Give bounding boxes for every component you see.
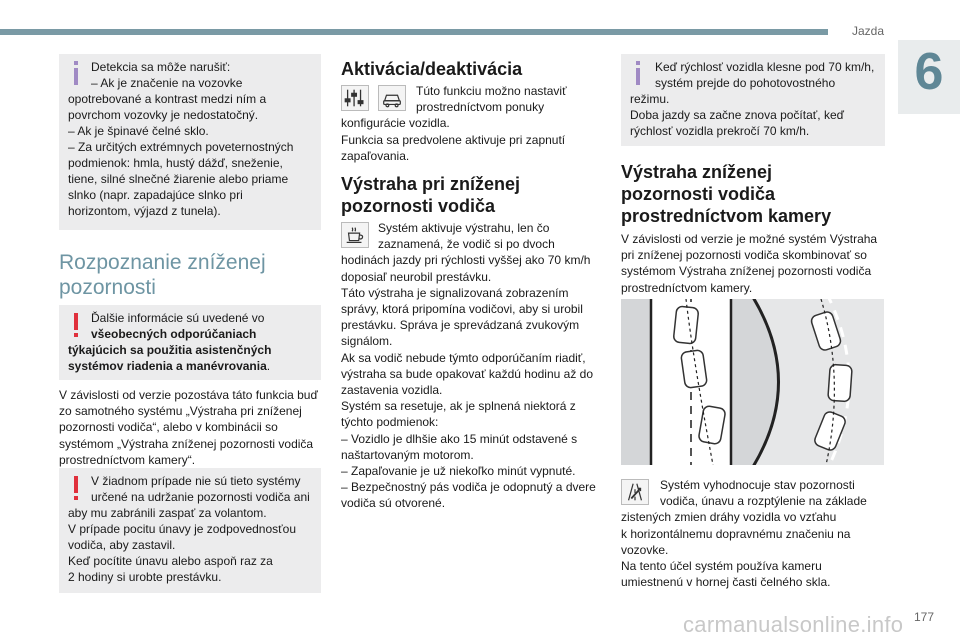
body-line: V závislosti od verzie pozostáva táto funkcia buď [59,388,318,402]
chapter-tab [898,40,960,114]
body-line: systémom „Výstraha zníženej pozornosti vodiča [59,436,314,451]
activation-line: prostredníctvom ponuky [416,100,545,115]
camera-intro-paragraph [621,231,877,296]
body-line: prostredníctvom kamery. [621,280,753,295]
info-line: – Ak je špinavé čelné sklo. [68,124,209,138]
alert-line: vodiča sú otvorené. [341,496,446,511]
warning-box-info [59,305,321,380]
page-number: 177 [914,610,935,624]
info-icon [633,61,643,85]
alert-line: výstraha sa bude opakovať každú hodinu až do [341,366,594,381]
camera-line: k horizontálnemu dopravnému značeniu na [621,526,851,541]
alert-line: prestávku. Správa je sprevádzaná zvukovým [341,318,580,333]
warning-line: Ďalšie informácie sú uvedené vo [91,311,265,325]
watermark: carmanualsonline.info [683,612,904,637]
header-accent-bar [0,29,828,35]
camera-paragraph [621,477,867,590]
body-line: pri zníženej pozornosti vodiča skombinovať so [621,248,867,263]
heading-driver-alert [341,173,520,217]
activation-paragraph [341,83,567,164]
info-box-speed [621,54,885,146]
info-line: horizontom, výjazd z tunela). [68,204,221,218]
warning-line-bold: systémov riadenia a manévrovania [68,359,267,373]
info-line: tiene, silné slnečné žiarenie alebo priame [68,172,289,186]
warning-line: aby mu zabránili zaspať za volantom. [68,506,267,520]
alert-paragraph [341,220,596,512]
camera-line: Na tento účel systém používa kameru [621,559,822,574]
alert-line: týchto podmienok: [341,415,439,430]
heading-line: Výstraha zníženej [621,162,773,182]
info-line: systém prejde do pohotovostného [655,76,836,90]
chapter-number: 6 [914,43,944,101]
warning-line: všeobecných odporúčaniach [91,327,257,341]
alert-line: – Bezpečnostný pás vodiča je odopnutý a dvere [341,480,596,495]
heading-line: prostredníctvom kamery [621,206,832,226]
warning-line: vodiča, aby zastavil. [68,538,176,552]
activation-line: Túto funkciu možno nastaviť [416,84,567,98]
camera-line: vozovke. [621,542,669,557]
alert-line: Táto výstraha je signalizovaná zobrazením [341,285,569,300]
info-line: Keď rýchlosť vozidla klesne pod 70 km/h, [655,60,875,74]
heading-line: pozornosti vodiča [621,184,776,204]
camera-line: Systém vyhodnocuje stav pozornosti [660,478,855,492]
body-line: systémom Výstraha zníženej pozornosti vodiča [621,264,872,279]
alert-line: signálom. [341,334,393,349]
heading-line: Rozpoznanie zníženej [59,251,266,274]
warning-box-fatigue [59,468,321,593]
warning-line: týkajúcich sa použitia asistenčných [68,343,272,357]
activation-line: konfigurácie vozidla. [341,116,450,131]
info-icon [71,61,81,85]
activation-line: zapaľovania. [341,148,410,163]
warning-line: 2 hodiny si urobte prestávku. [68,570,222,584]
body-paragraph [59,387,318,468]
info-line: opotrebované a kontrast medzi ním a [68,92,267,106]
heading-camera-alert [621,161,831,227]
info-line: – Ak je značenie na vozovke [91,76,243,90]
heading-line: Výstraha pri zníženej [341,174,521,194]
section-title: Jazda [852,24,885,38]
info-line: povrchom vozovky je nedostatočný. [68,108,259,122]
alert-line: správy, ktorá pripomína vodičovi, aby si urobil [341,302,583,317]
body-line: prostredníctvom kamery“. [59,452,196,467]
alert-line: Ak sa vodič nebude týmto odporúčaním riadiť, [341,350,586,365]
info-line: podmienok: hmla, hustý dážď, sneženie, [68,156,283,170]
warning-line [68,358,270,374]
alert-line: zaznamená, že vodič si po dvoch [378,237,555,252]
camera-line: umiestnenú v hornej časti čelného skla. [621,575,831,590]
info-line: Doba jazdy sa začne znova počítať, keď [630,108,844,122]
warning-line-end: . [266,359,271,373]
alert-line: – Vozidlo je dlhšie ako 15 minút odstavené s [341,431,578,446]
lane-illustration [621,299,884,465]
camera-line: zistených zmien dráhy vozidla vo vzťahu [621,510,837,525]
body-line: zo samotného systému „Výstraha pri zníženej [59,404,302,419]
info-box-detection [59,54,321,230]
alert-line: doposiaľ neurobil prestávku. [341,269,492,284]
warning-line: Keď pocítite únavu alebo aspoň raz za [68,554,273,568]
body-line: V závislosti od verzie je možné systém Výstraha [621,232,878,246]
heading-line: pozornosti vodiča [341,196,496,216]
info-line: režimu. [630,92,670,106]
info-line: Detekcia sa môže narušiť: [91,60,231,74]
alert-line: Systém aktivuje výstrahu, len čo [378,221,550,235]
alert-line: Systém sa resetuje, ak je splnená niektorá z [341,399,576,414]
heading-line: pozornosti [59,276,156,299]
warning-icon [71,476,81,500]
activation-line: Funkcia sa predvolene aktivuje pri zapnutí [341,132,566,147]
warning-line: určené na udržanie pozornosti vodiča ani [91,490,310,504]
alert-line: – Zapaľovanie je už niekoľko minút vypnuté. [341,464,576,479]
info-line: rýchlosť vozidla prekročí 70 km/h. [630,124,810,138]
alert-line: hodinách jazdy pri rýchlosti vyššej ako 70 km/h [341,253,591,268]
info-line: – Za určitých extrémnych poveternostných [68,140,294,154]
warning-icon [71,313,81,337]
info-line: slnko (napr. zapadajúce slnko pri [68,188,243,202]
body-line: pozornosti vodiča“, alebo v kombinácii so [59,420,278,435]
camera-line: vodiča, únavu a rozptýlenie na základe [660,494,867,509]
warning-line: V žiadnom prípade nie sú tieto systémy [91,474,301,488]
heading-activation: Aktivácia/deaktivácia [341,59,523,79]
heading-attention-detection [59,250,266,300]
alert-line: zastavenia vozidla. [341,383,443,398]
warning-line: V prípade pocitu únavy je zodpovednosťou [68,522,296,536]
alert-line: naštartovaným motorom. [341,447,474,462]
